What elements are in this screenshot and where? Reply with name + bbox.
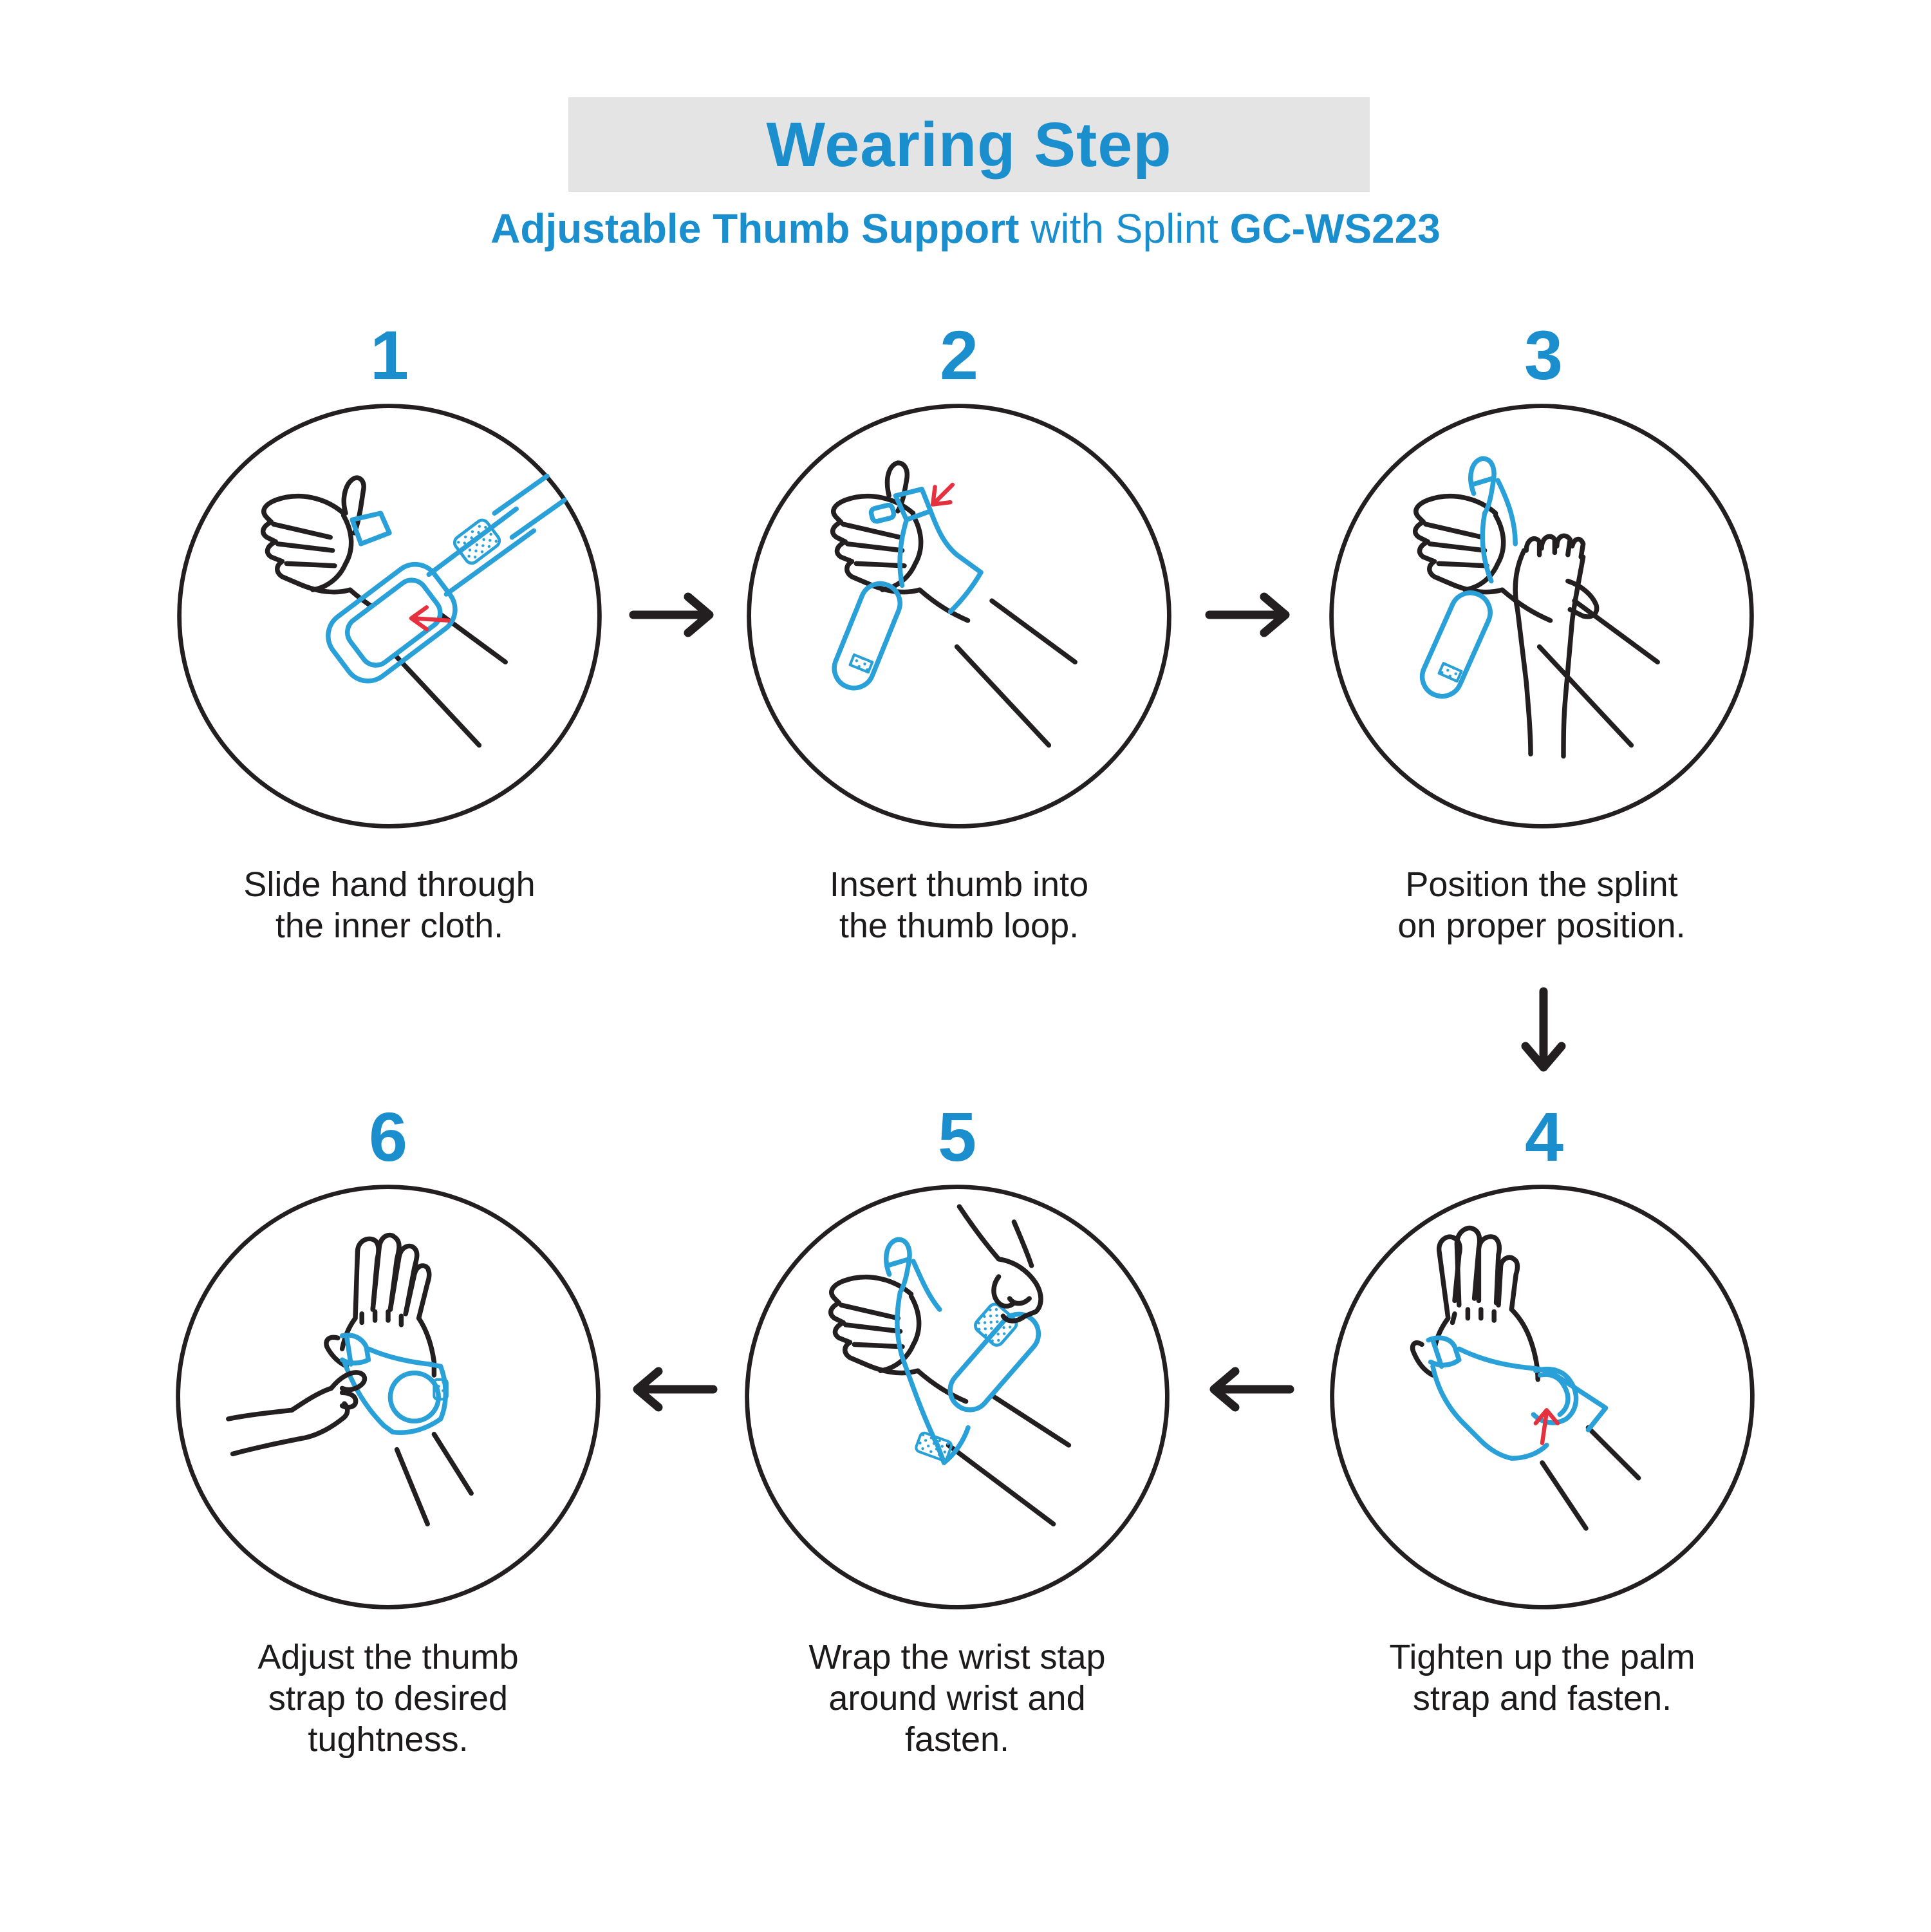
step-6-number: 6	[368, 1098, 408, 1176]
step-4-caption: Tighten up the palm strap and fasten.	[1389, 1638, 1695, 1718]
adjusting-hand	[229, 1373, 365, 1454]
arrow-left-icon	[1201, 1364, 1298, 1415]
step-1-number: 1	[369, 316, 409, 394]
red-arrow-down-left-icon	[933, 485, 953, 505]
step-5-number: 5	[937, 1098, 977, 1176]
step-6-illustration	[169, 1178, 607, 1616]
title-banner	[568, 97, 1370, 192]
red-arrow-up-icon	[1536, 1410, 1558, 1443]
step-6-caption: Adjust the thumb strap to desired tughtness.	[257, 1638, 519, 1759]
step-1-illustration	[171, 397, 608, 835]
arrow-left-icon	[624, 1364, 721, 1415]
arrow-right-icon	[626, 589, 722, 641]
step-4-illustration	[1323, 1178, 1761, 1616]
product-subtext: with Splint	[1019, 205, 1230, 252]
page-title: Wearing Step	[766, 109, 1172, 180]
arrow-down-icon	[1518, 984, 1569, 1080]
positioning-hand	[1515, 536, 1596, 756]
step-3-caption: Position the splint on proper position.	[1397, 865, 1686, 945]
step-5-illustration	[738, 1178, 1176, 1616]
step-3-number: 3	[1524, 316, 1563, 394]
step-3-illustration	[1323, 397, 1760, 835]
step-2-number: 2	[939, 316, 979, 394]
step-4-number: 4	[1524, 1098, 1564, 1176]
step-1-caption: Slide hand through the inner cloth.	[243, 865, 536, 945]
product-name: Adjustable Thumb Support	[490, 205, 1020, 252]
product-code: GC-WS223	[1229, 205, 1441, 252]
arrow-right-icon	[1202, 589, 1298, 641]
product-subtitle	[0, 205, 1931, 252]
pulling-hand	[959, 1206, 1041, 1321]
step-2-illustration	[740, 397, 1178, 835]
step-2-caption: Insert thumb into the thumb loop.	[829, 865, 1089, 945]
step-5-caption: Wrap the wrist stap around wrist and fasten.	[808, 1638, 1106, 1759]
